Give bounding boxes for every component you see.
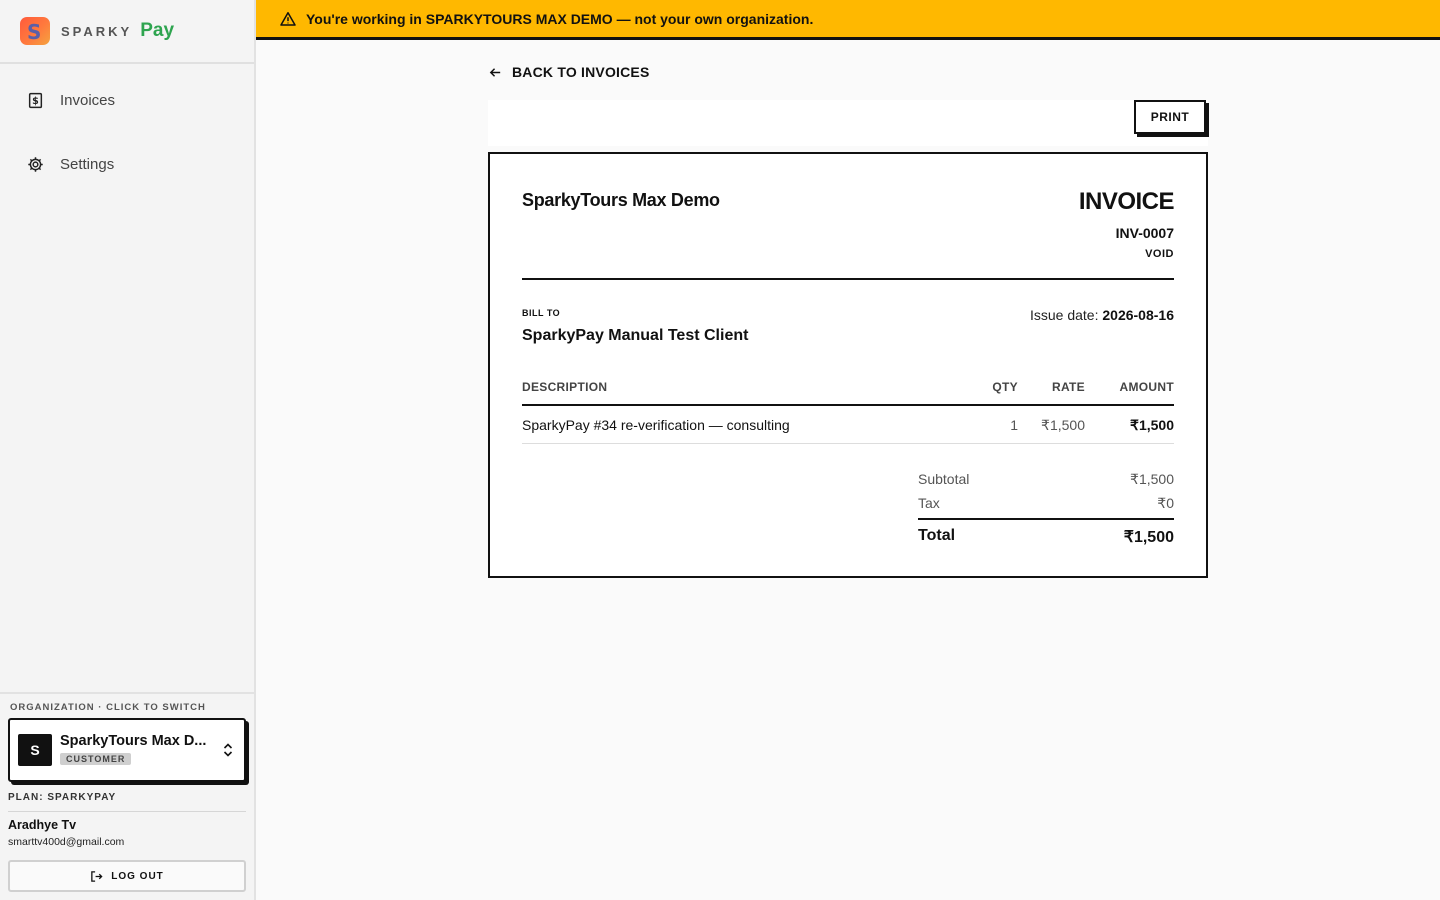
arrow-left-icon bbox=[488, 65, 503, 80]
subtotal-value: ₹1,500 bbox=[1130, 471, 1174, 487]
total-row bbox=[918, 518, 1174, 550]
logout-label: LOG OUT bbox=[111, 870, 164, 882]
bill-to-caption: BILL TO bbox=[522, 308, 561, 318]
org-section bbox=[0, 692, 254, 900]
logout-button[interactable] bbox=[8, 860, 246, 892]
col-rate: RATE bbox=[1052, 380, 1085, 394]
item-amount: ₹1,500 bbox=[1130, 417, 1174, 433]
sidebar bbox=[0, 0, 256, 900]
org-name: SparkyTours Max D... bbox=[60, 733, 207, 749]
bill-to-section bbox=[522, 280, 1174, 370]
sparky-logo-icon: S bbox=[18, 15, 52, 47]
org-caption: ORGANIZATION · CLICK TO SWITCH bbox=[10, 702, 206, 713]
item-qty: 1 bbox=[1010, 417, 1018, 433]
company-name: SparkyTours Max Demo bbox=[522, 190, 720, 210]
warning-icon bbox=[280, 11, 296, 27]
invoice-header bbox=[522, 154, 1174, 280]
banner-text: You're working in SPARKYTOURS MAX DEMO — not your own organization. bbox=[306, 10, 814, 27]
subtotal-label: Subtotal bbox=[918, 471, 970, 487]
total-value: ₹1,500 bbox=[1123, 529, 1174, 546]
totals-section bbox=[918, 468, 1174, 550]
invoice-status: VOID bbox=[1145, 248, 1174, 260]
items-table-header bbox=[522, 370, 1174, 406]
sidebar-item-label: Invoices bbox=[60, 91, 116, 109]
invoice-number: INV-0007 bbox=[1115, 225, 1174, 241]
item-rate: ₹1,500 bbox=[1041, 417, 1085, 433]
issue-date-label: Issue date: bbox=[1029, 307, 1099, 323]
col-description: DESCRIPTION bbox=[522, 380, 608, 394]
sidebar-item-settings[interactable] bbox=[0, 132, 254, 196]
user-email: smarttv400d@gmail.com bbox=[8, 836, 125, 848]
issue-date bbox=[1030, 307, 1174, 323]
brand-product: Pay bbox=[140, 20, 175, 41]
plan-label: PLAN: SPARKYPAY bbox=[8, 792, 117, 803]
invoice-toolbar bbox=[488, 100, 1208, 146]
impersonation-banner bbox=[256, 0, 1440, 40]
org-switcher[interactable] bbox=[8, 718, 246, 782]
brand-logo[interactable] bbox=[0, 0, 254, 64]
chevron-updown-icon bbox=[222, 742, 234, 758]
bill-to-name: SparkyPay Manual Test Client bbox=[522, 327, 749, 344]
table-row bbox=[522, 406, 1174, 444]
back-label: BACK TO INVOICES bbox=[512, 64, 650, 80]
sidebar-nav bbox=[0, 64, 254, 196]
issue-date-value: 2026-08-16 bbox=[1102, 307, 1174, 323]
invoice-title: INVOICE bbox=[1078, 188, 1174, 215]
org-avatar: S bbox=[18, 734, 52, 766]
invoice-icon bbox=[27, 92, 44, 109]
gear-icon bbox=[27, 156, 44, 173]
sidebar-item-invoices[interactable] bbox=[0, 68, 254, 132]
brand-word: SPARKY bbox=[61, 24, 133, 39]
org-role-badge: CUSTOMER bbox=[60, 753, 131, 765]
tax-label: Tax bbox=[918, 495, 940, 511]
back-to-invoices-link[interactable] bbox=[488, 64, 650, 80]
item-description: SparkyPay #34 re-verification — consulting bbox=[522, 417, 790, 433]
logout-icon bbox=[90, 870, 103, 883]
sidebar-item-label: Settings bbox=[60, 155, 115, 173]
total-label: Total bbox=[918, 527, 956, 544]
svg-text:$: $ bbox=[32, 95, 39, 107]
tax-row bbox=[918, 492, 1174, 516]
invoice-document bbox=[488, 152, 1208, 578]
divider bbox=[8, 811, 246, 812]
tax-value: ₹0 bbox=[1157, 495, 1174, 511]
print-button[interactable]: PRINT bbox=[1134, 100, 1206, 134]
user-name: Aradhye Tv bbox=[8, 818, 77, 832]
col-qty: QTY bbox=[992, 380, 1018, 394]
col-amount: AMOUNT bbox=[1119, 380, 1174, 394]
subtotal-row bbox=[918, 468, 1174, 492]
